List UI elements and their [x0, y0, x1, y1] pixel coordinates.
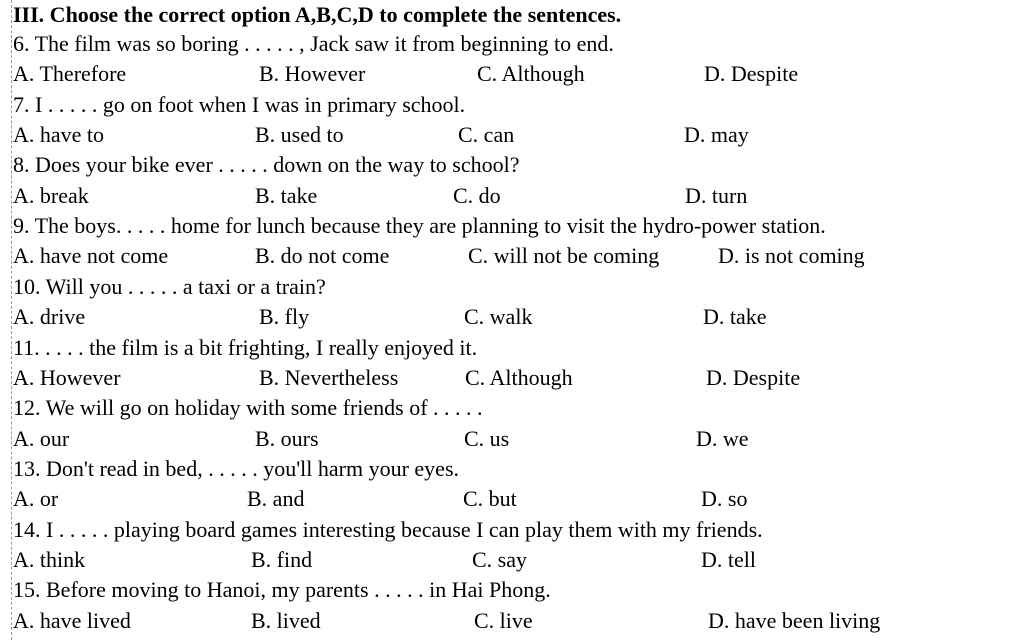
- question-text-row: [13, 213, 1013, 243]
- answer-option-d: D. may: [684, 122, 749, 148]
- answer-option-d: D. we: [696, 425, 749, 451]
- question-text: 8. Does your bike ever . . . . . down on the way to school?: [13, 152, 520, 178]
- answer-option-a: A. Therefore: [13, 61, 127, 87]
- answer-option-c: C. live: [474, 607, 533, 633]
- answer-option-a: A. have not come: [13, 243, 169, 269]
- question-text-row: [13, 517, 1013, 547]
- answer-option-d: D. turn: [685, 182, 748, 208]
- question-text-row: [13, 92, 1013, 122]
- answer-option-b: B. lived: [251, 607, 321, 633]
- answer-option-d: D. take: [703, 304, 767, 330]
- answer-option-b: B. fly: [259, 304, 310, 330]
- answer-option-d: D. have been living: [708, 607, 881, 633]
- answer-option-c: C. Although: [465, 364, 573, 390]
- answer-option-b: B. used to: [255, 122, 344, 148]
- question-text: 6. The film was so boring . . . . . , Jack saw it from beginning to end.: [13, 31, 614, 56]
- answer-options-row: [13, 365, 1013, 395]
- answer-option-b: B. and: [247, 486, 305, 512]
- question-text: 11. . . . . the film is a bit frighting, I really enjoyed it.: [13, 334, 478, 360]
- answer-options-row: [13, 426, 1013, 456]
- answer-option-d: D. is not coming: [718, 243, 865, 269]
- answer-option-b: B. take: [255, 182, 318, 208]
- page-margin-line: [11, 0, 12, 640]
- question-text-row: [13, 577, 1013, 607]
- question-text: 10. Will you . . . . . a taxi or a train?: [13, 273, 326, 299]
- answer-option-c: C. us: [464, 425, 510, 451]
- answer-option-b: B. find: [251, 546, 313, 572]
- answer-option-c: C. walk: [464, 304, 533, 330]
- answer-option-c: C. will not be coming: [468, 243, 660, 269]
- answer-option-b: B. However: [259, 61, 366, 87]
- section-heading: III. Choose the correct option A,B,C,D to complete the sentences.: [13, 2, 622, 27]
- answer-option-c: C. Although: [477, 61, 585, 87]
- answer-option-a: A. think: [13, 546, 86, 572]
- answer-options-row: [13, 304, 1013, 334]
- answer-option-d: D. Despite: [706, 364, 801, 390]
- answer-option-a: A. drive: [13, 304, 86, 330]
- answer-options-row: [13, 243, 1013, 273]
- answer-options-row: [13, 547, 1013, 577]
- question-text-row: [13, 31, 1013, 61]
- answer-option-c: C. do: [453, 182, 501, 208]
- question-text: 12. We will go on holiday with some friends of . . . . .: [13, 395, 483, 421]
- answer-option-d: D. tell: [701, 546, 756, 572]
- answer-option-d: D. Despite: [704, 61, 799, 87]
- answer-option-a: A. However: [13, 364, 121, 390]
- answer-options-row: [13, 61, 1013, 91]
- answer-option-a: A. break: [13, 182, 89, 208]
- answer-option-b: B. do not come: [255, 243, 390, 269]
- question-text-row: [13, 395, 1013, 425]
- answer-options-row: [13, 122, 1013, 152]
- answer-options-row: [13, 183, 1013, 213]
- answer-option-c: C. say: [472, 546, 527, 572]
- answer-option-a: A. have to: [13, 122, 105, 148]
- question-text-row: [13, 456, 1013, 486]
- answer-options-row: [13, 608, 1013, 638]
- answer-option-a: A. or: [13, 486, 59, 512]
- answer-option-c: C. can: [458, 122, 515, 148]
- answer-option-b: B. ours: [255, 425, 319, 451]
- answer-option-d: D. so: [701, 486, 748, 512]
- question-text: 9. The boys. . . . . home for lunch because they are planning to visit the hydro-power station.: [13, 213, 826, 239]
- answer-option-b: B. Nevertheless: [259, 364, 399, 390]
- answer-option-a: A. our: [13, 425, 70, 451]
- question-text: 15. Before moving to Hanoi, my parents . . . . . in Hai Phong.: [13, 577, 551, 603]
- answer-option-c: C. but: [463, 486, 517, 512]
- question-text: 7. I . . . . . go on foot when I was in primary school.: [13, 91, 466, 117]
- answer-options-row: [13, 486, 1013, 516]
- question-text: 14. I . . . . . playing board games interesting because I can play them with my friends.: [13, 516, 763, 542]
- question-text: 13. Don't read in bed, . . . . . you'll harm your eyes.: [13, 455, 460, 481]
- answer-option-a: A. have lived: [13, 607, 131, 633]
- question-text-row: [13, 335, 1013, 365]
- question-text-row: [13, 152, 1013, 182]
- question-text-row: [13, 274, 1013, 304]
